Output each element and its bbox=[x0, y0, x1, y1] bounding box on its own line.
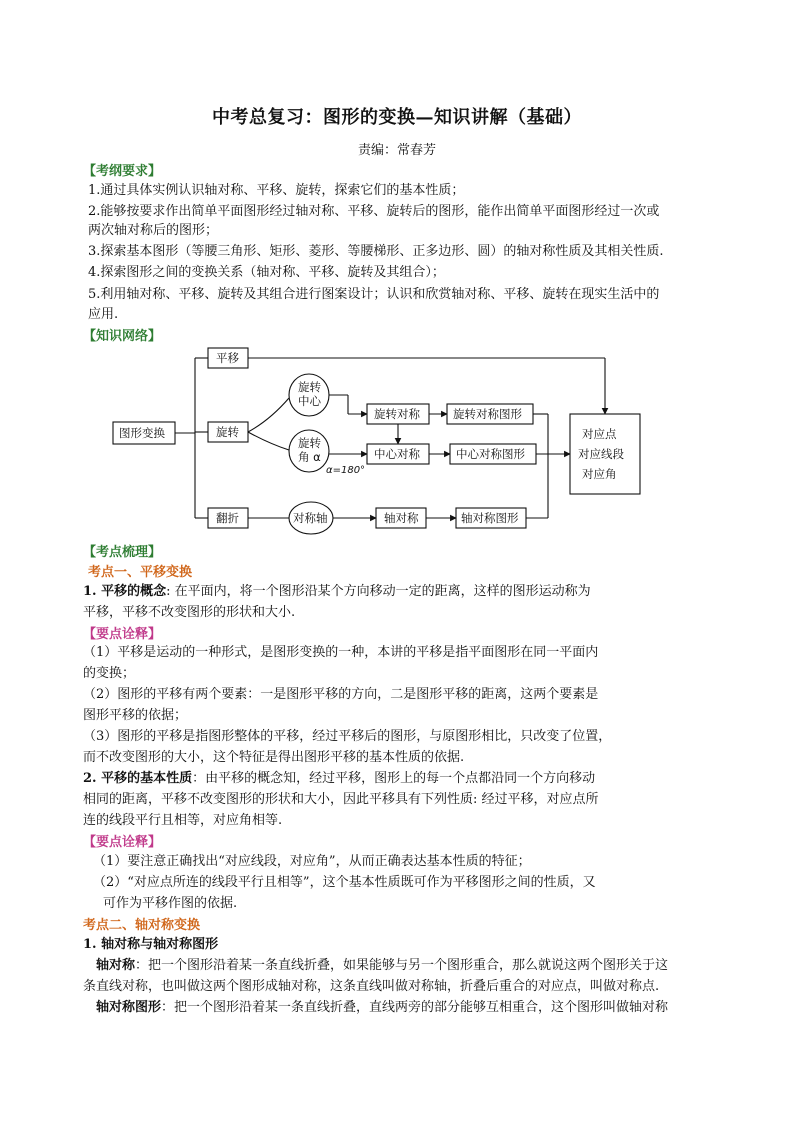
p2-label: 2. 平移的基本性质 bbox=[83, 771, 193, 786]
node-center-sym-label: 中心对称 bbox=[374, 447, 420, 461]
alpha-equation: α=180° bbox=[326, 465, 366, 476]
axis-line2: 条直线对称，也叫做这两个图形成轴对称，这条直线叫做对称轴，折叠后重合的对应点，叫做对称点. bbox=[83, 979, 660, 994]
axisfig-line1 bbox=[96, 998, 668, 1018]
knowledge-network-diagram bbox=[100, 340, 645, 540]
node-translate-label: 平移 bbox=[216, 351, 239, 365]
p2-line1 bbox=[83, 769, 595, 789]
points-heading: 【考点梳理】 bbox=[83, 545, 162, 560]
node-root-label: 图形变换 bbox=[119, 426, 165, 440]
note1-line: 而不改变图形的大小，这个特征是得出图形平移的基本性质的依据. bbox=[83, 750, 465, 765]
node-axis-sym-fig-label: 轴对称图形 bbox=[461, 511, 519, 525]
page-title: 中考总复习：图形的变换—知识讲解（基础） bbox=[212, 107, 582, 128]
p1-line1 bbox=[83, 582, 591, 602]
p2-line2: 相同的距离，平移不改变图形的形状和大小，因此平移具有下列性质: 经过平移，对应点所 bbox=[83, 792, 599, 807]
node-rot-center-line2: 中心 bbox=[298, 394, 321, 408]
result-line1: 对应点 bbox=[582, 427, 617, 441]
s1-title: 1. 轴对称与轴对称图形 bbox=[83, 937, 219, 952]
note1-line: （3）图形的平移是指图形整体的平移，经过平移后的图形，与原图形相比，只改变了位置， bbox=[83, 729, 612, 744]
axisfig-text: ：把一个图形沿着某一条直线折叠，直线两旁的部分能够互相重合，这个图形叫做轴对称 bbox=[161, 1000, 669, 1015]
node-rot-sym-label: 旋转对称 bbox=[374, 407, 420, 421]
axis-text: ：把一个图形沿着某一条直线折叠，如果能够与另一个图形重合，那么就说这两个图形关于这 bbox=[135, 958, 669, 973]
node-rot-angle-line1: 旋转 bbox=[298, 436, 321, 450]
editor-line: 责编：常春芳 bbox=[357, 143, 436, 158]
network-heading: 【知识网络】 bbox=[83, 329, 162, 344]
requirement-line: 2.能够按要求作出简单平面图形经过轴对称、平移、旋转后的图形，能作出简单平面图形经过一次或 bbox=[88, 204, 660, 219]
note2-line: （2）“对应点所连的线段平行且相等”，这个基本性质既可作为平移图形之间的性质，又 bbox=[93, 875, 596, 890]
p2-text: ：由平移的概念知，经过平移，图形上的每一个点都沿同一个方向移动 bbox=[192, 771, 596, 786]
result-line2: 对应线段 bbox=[578, 447, 624, 461]
requirement-line: 5.利用轴对称、平移、旋转及其组合进行图案设计；认识和欣赏轴对称、平移、旋转在现实生活中的 bbox=[88, 287, 660, 302]
node-fold-label: 翻折 bbox=[216, 511, 239, 525]
node-rot-angle-line2: 角 α bbox=[298, 450, 321, 464]
note1-line: 的变换； bbox=[83, 666, 136, 681]
note2-heading: 【要点诠释】 bbox=[83, 835, 162, 850]
node-center-sym-fig-label: 中心对称图形 bbox=[456, 447, 525, 461]
note1-line: （1）平移是运动的一种形式，是图形变换的一种，本讲的平移是指平面图形在同一平面内 bbox=[83, 645, 599, 660]
p2-line3: 连的线段平行且相等，对应角相等. bbox=[83, 813, 283, 828]
note1-line: 图形平移的依据； bbox=[83, 708, 188, 723]
k1-title: 考点一、平移变换 bbox=[88, 565, 193, 580]
node-axis-sym-label: 轴对称 bbox=[384, 511, 419, 525]
requirement-line: 应用. bbox=[88, 307, 119, 322]
node-axis-label: 对称轴 bbox=[293, 511, 328, 525]
note1-line: （2）图形的平移有两个要素：一是图形平移的方向，二是图形平移的距离，这两个要素是 bbox=[83, 687, 599, 702]
axisfig-label: 轴对称图形 bbox=[96, 1000, 162, 1015]
p1-label: 1. 平移的概念 bbox=[83, 584, 167, 599]
node-rot-sym-fig-label: 旋转对称图形 bbox=[453, 407, 522, 421]
requirement-line: 4.探索图形之间的变换关系（轴对称、平移、旋转及其组合）； bbox=[88, 265, 445, 280]
p1-text: : 在平面内，将一个图形沿某个方向移动一定的距离，这样的图形运动称为 bbox=[166, 584, 591, 599]
axis-label: 轴对称 bbox=[96, 958, 136, 973]
k2-title: 考点二、轴对称变换 bbox=[83, 918, 201, 933]
requirement-line: 1.通过具体实例认识轴对称、平移、旋转，探索它们的基本性质； bbox=[88, 183, 465, 198]
requirement-line: 两次轴对称后的图形； bbox=[88, 223, 219, 238]
node-rot-center-line1: 旋转 bbox=[298, 380, 321, 394]
note2-line: （1）要注意正确找出“对应线段，对应角”，从而正确表达基本性质的特征； bbox=[93, 854, 531, 869]
p1-line2: 平移，平移不改变图形的形状和大小. bbox=[83, 605, 296, 620]
note2-line: 可作为平移作图的依据. bbox=[103, 896, 238, 911]
result-line3: 对应角 bbox=[582, 467, 617, 481]
requirement-line: 3.探索基本图形（等腰三角形、矩形、菱形、等腰梯形、正多边形、圆）的轴对称性质及其相关性质. bbox=[88, 244, 664, 259]
requirements-heading: 【考纲要求】 bbox=[83, 164, 162, 179]
node-rotate-label: 旋转 bbox=[216, 425, 239, 439]
axis-line1 bbox=[96, 956, 668, 976]
note1-heading: 【要点诠释】 bbox=[83, 627, 162, 642]
